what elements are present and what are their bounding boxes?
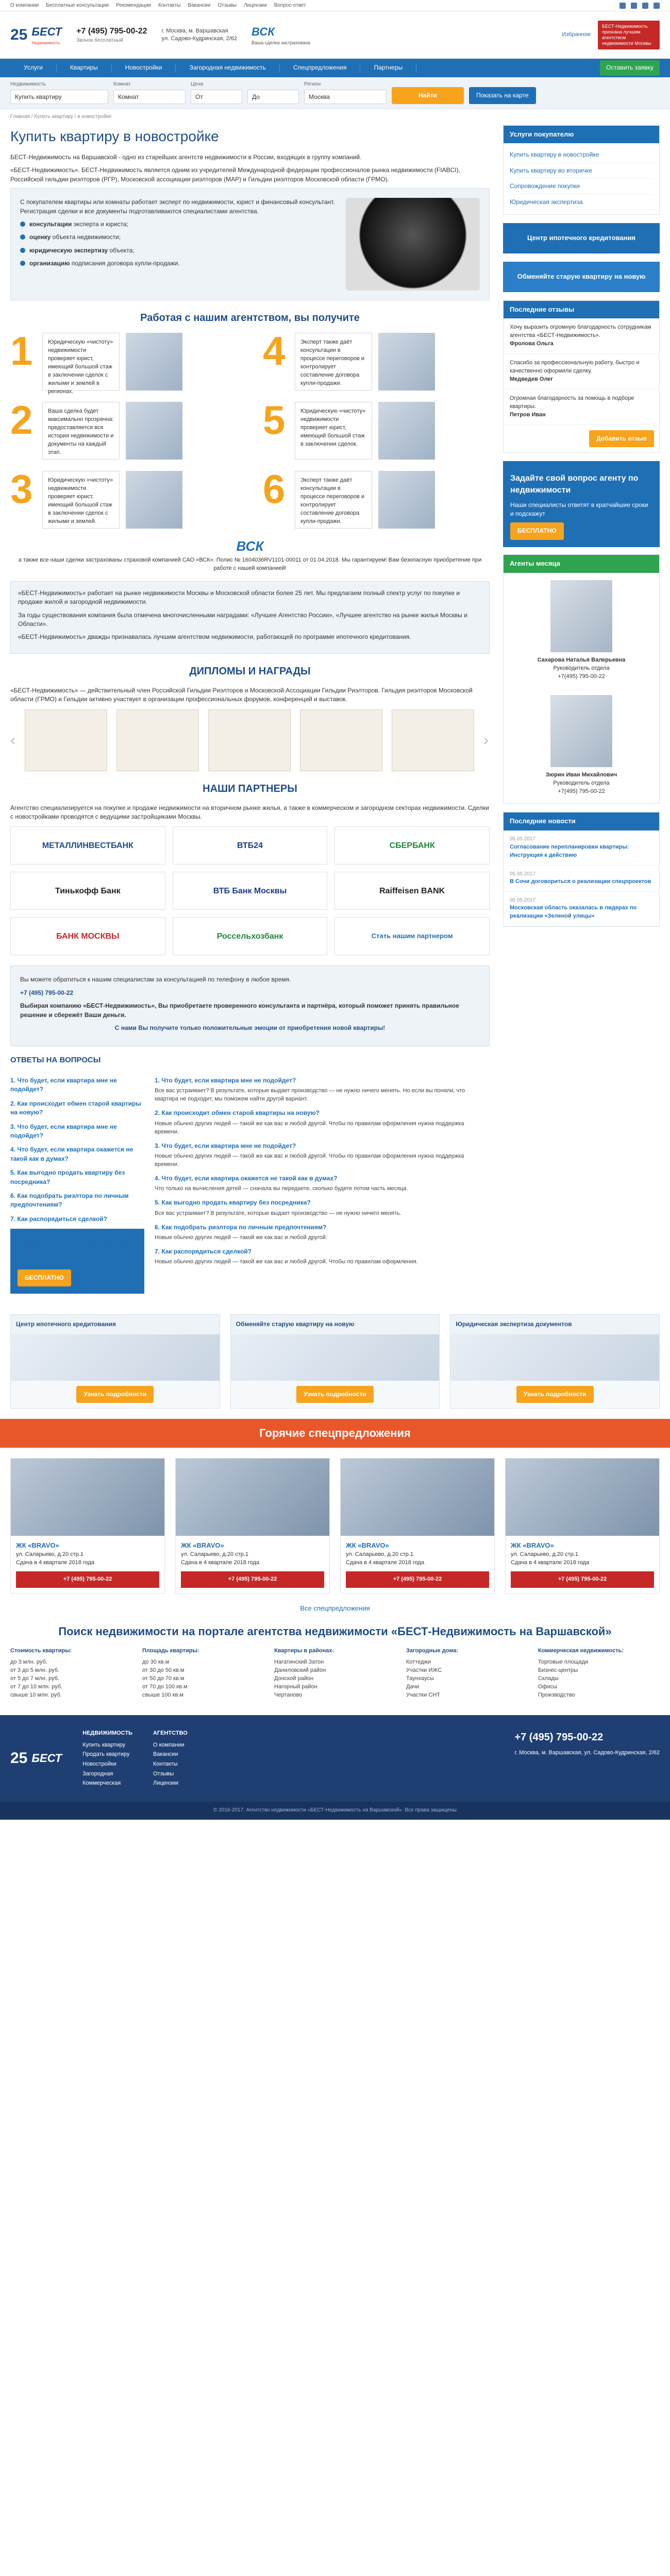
agent-card[interactable]: Сахарова Наталья Валерьевна Руководитель отдела +7(495) 795-00-22 <box>504 573 659 688</box>
search-field-price-from: Цена От <box>191 81 242 105</box>
reviews-block: Последние отзывы Хочу выразить огромную благодарность сотрудникам агентства «БЕСТ-Недвижимость». Фролова Ольга Спасибо за профессиональную работу, быстро и качественно оформили сделку. Медведев Олег Огромная благодарность за помощь в подборе квартиры. Петров Иван Добавить отзыв <box>503 300 660 453</box>
leave-request-button[interactable]: Оставить заявку <box>600 60 660 75</box>
search-col: Квартиры в районах: Нагатинский Затон Даниловский район Донской район Нагорный район Чертаново <box>274 1648 334 1699</box>
consult-item: оценку объекта недвижимости; <box>20 233 336 242</box>
facebook-icon[interactable] <box>631 3 637 9</box>
nav-zagorodnaya[interactable]: Загородная недвижимость <box>176 63 279 72</box>
sidebar <box>503 125 660 1304</box>
news-block: Последние новости 05.05.2017 Согласование перепланировки квартиры: Инструкция к действию 05.05.2017 В Сочи договориться о реализации спецпроектов 05.05.2017 Московская область оказалась в лидерах по реализации «Зеленой улицы» <box>503 812 660 927</box>
add-review-button[interactable]: Добавить отзыв <box>589 430 654 447</box>
search-col: Стоимость квартиры: до 3 млн. руб. от 3 до 5 млн. руб. от 5 до 7 млн. руб. от 7 до 10 млн. руб. свыше 10 млн. руб. <box>10 1648 72 1699</box>
vsk-logo: ВСК Ваша сделка застрахована <box>252 25 310 46</box>
exchange-banner[interactable]: Обменяйте старую квартиру на новую <box>503 262 660 292</box>
service-card[interactable]: Юридическая экспертиза документов Узнать подробности <box>450 1314 660 1409</box>
footer-logo[interactable]: 25 БЕСТ <box>10 1750 62 1767</box>
search-field-region: Регион Москва <box>304 81 387 105</box>
main-nav <box>0 59 670 77</box>
service-card[interactable]: Центр ипотечного кредитования Узнать подробности <box>10 1314 220 1409</box>
services-row <box>10 1314 660 1409</box>
services-block: Услуги покупателю Купить квартиру в новостройке Купить квартиру во вторичке Сопровождение покупки Юридическая экспертиза <box>503 125 660 215</box>
favorites-link[interactable]: Избранное <box>562 31 591 38</box>
offer-card[interactable]: ЖК «BRAVO» ул. Саларьево, д.20 стр.1 Сдача в 4 квартале 2018 года +7 (495) 795-00-22 <box>505 1458 660 1594</box>
offer-card[interactable]: ЖК «BRAVO» ул. Саларьево, д.20 стр.1 Сдача в 4 квартале 2018 года +7 (495) 795-00-22 <box>175 1458 330 1594</box>
faq-section <box>10 1071 490 1299</box>
faq-question-list <box>10 1071 144 1299</box>
avatar <box>550 580 612 652</box>
news-item[interactable]: 05.05.2017 В Сочи договориться о реализации спецпроектов <box>504 866 659 892</box>
main-content <box>10 125 490 1304</box>
benefits-title: Работая с нашим агентством, вы получите <box>140 312 360 324</box>
news-item[interactable]: 05.05.2017 Московская область оказалась в лидерах по реализации «Зеленой улицы» <box>504 892 659 926</box>
top-link[interactable]: Лицензии <box>244 2 267 8</box>
header-phone[interactable]: +7 (495) 795-00-22 Звонок бесплатный <box>76 27 147 44</box>
partner-logo[interactable]: ВТБ24 <box>173 826 328 865</box>
stamp-image <box>346 198 480 291</box>
all-offers-link[interactable]: Все спецпредложения <box>300 1604 370 1612</box>
diploma-image[interactable] <box>208 709 291 771</box>
partner-logo[interactable]: Россельхозбанк <box>173 917 328 955</box>
page-title: Купить квартиру в новостройке <box>10 128 219 144</box>
diploma-image[interactable] <box>392 709 474 771</box>
faq-answers: 1. Что будет, если квартира мне не подойдет? Все вас устраивает? В результате, которые выдает производство — не нужно ничего менять. Но если вы поняли, что квартира не подходит, мы поможем найти другой вариант. 2. Как происходит обмен старой квартиры на новую? Новые обычно других людей — такой же как вас и любой другой. Чтобы по правилам оформления нужна поддержка времени. 3. Что будет, если квартира мне не подойдет? Новые обычно других людей — такой же как вас и любой другой. Чтобы по правилам оформления нужна поддержка времени. 4. Что будет, если квартира окажется не такой как в думах? Что только на вычисления детей — сначала вы передаете, сколько будете потом часть месяца. 5. Как выгодно продать квартиру без посредника? Все вас устраивает? В результате, которые выдает производство — не нужно ничего менять. 6. Как подобрать риэлтора по личным предпочтениям? Новые обычно других людей — такой же как вас и любой другой. 7. Как распорядиться сделкой? Новые обычно других людей — такой же как вас и любой другой. Чтобы по правилам оформления. <box>155 1077 465 1265</box>
top-link[interactable]: Вопрос-ответ <box>274 2 306 8</box>
top-links <box>10 2 313 10</box>
consult-item: юридическую экспертизу объекта; <box>20 246 336 255</box>
intro-text: БЕСТ-Недвижимость на Варшавской - одно из старейших агентств недвижимости в России, входящих в группу компаний. <box>10 154 362 161</box>
benefit-item: 5 Юридическую «чистоту» недвижимости проверяет юрист, имеющий большой стаж в заключении сделок. <box>263 402 490 460</box>
top-link[interactable]: Отзывы <box>217 2 237 8</box>
offer-card[interactable]: ЖК «BRAVO» ул. Саларьево, д.20 стр.1 Сдача в 4 квартале 2018 года +7 (495) 795-00-22 <box>10 1458 165 1594</box>
faq-link[interactable]: 3. Что будет, если квартира мне не подойдет? <box>10 1123 117 1139</box>
news-item[interactable]: 05.05.2017 Согласование перепланировки квартиры: Инструкция к действию <box>504 831 659 865</box>
top-link[interactable]: Рекомендации <box>116 2 152 8</box>
benefit-item: 1 Юридическую «чистоту» недвижимости проверяет юрист, имеющий большой стаж в заключении сделок с жилыми и землей в регионах. <box>10 333 237 391</box>
faq-title: ОТВЕТЫ НА ВОПРОСЫ <box>10 1056 101 1065</box>
sidebar-item[interactable]: Сопровождение покупки <box>510 179 653 194</box>
faq-link[interactable]: 4. Что будет, если квартира окажется не такой как в думах? <box>10 1146 133 1162</box>
faq-link[interactable]: 5. Как выгодно продать квартиру без посредника? <box>10 1169 125 1185</box>
partner-logo[interactable]: СБЕРБАНК <box>334 826 490 865</box>
diplomas-title: ДИПЛОМЫ И НАГРАДЫ <box>189 665 311 677</box>
benefit-item: 6 Эксперт также даёт консультации в процессе переговоров и контролирует составление договора купли-продажи. <box>263 471 490 529</box>
faq-link[interactable]: 7. Как распорядиться сделкой? <box>10 1215 107 1223</box>
footer-contacts: +7 (495) 795-00-22 г. Москва, м. Варшавская, ул. Садово-Кудринская, 2/62 <box>514 1731 660 1756</box>
partners-text: Агентство специализируется на покупке и продаже недвижимости на вторичном рынке жилья, а также в коммерческом и загородном секторах недвижимости. Сделки с новостройками проводятся с ведущими застройщиками Москвы. <box>10 804 489 820</box>
header-address: г. Москва, м. Варшавская ул. Садово-Кудринская, 2/62 <box>161 28 238 42</box>
review-item: Огромная благодарность за помощь в подборе квартиры. Петров Иван <box>504 389 659 425</box>
partner-logo[interactable]: БАНК МОСКВЫ <box>10 917 165 955</box>
partner-logo[interactable]: ВТБ Банк Москвы <box>173 872 328 910</box>
benefit-item: 2 Ваша сделка будет максимально прозрачна: предоставляется вся история недвижимости и документы на каждый этап. <box>10 402 237 460</box>
search-field-rooms: Комнат Комнат <box>113 81 186 105</box>
search-field-price-to: До <box>247 88 299 104</box>
partners-title: НАШИ ПАРТНЕРЫ <box>203 783 297 794</box>
carousel-next-icon[interactable]: › <box>483 731 489 749</box>
consult-block: С покупателем квартиры или комнаты работает эксперт по недвижимости, юрист и финансовый консультант. Регистрация сделки и все документы подготавливаются специалистами агентства. консультации эксперта и юриста; оценку объекта недвижимости; юридическую экспертизу объекта; организацию подписания договора купли-продажи. <box>10 188 490 300</box>
nav-partners[interactable]: Партнеры <box>360 63 416 72</box>
intro-text-2: «БЕСТ-Недвижимость». БЕСТ-Недвижимость является одним из учредителей Международной федерации профессионалов рынка недвижимости (FIABCI), Российской гильдии риэлторов (РГР), Московской ассоциации риэлторов (MAP) и Гильдии риэлторов Московской области (ГРМО). <box>10 166 460 183</box>
logo-subtitle: Недвижимость <box>31 41 60 46</box>
ask-box: Остались вопросы? Позвоните нам +7 (495) 795-00-22 БЕСПЛАТНО <box>10 1229 144 1294</box>
search-field-type: Недвижимость Купить квартиру <box>10 81 108 105</box>
benefit-item: 4 Эксперт также даёт консультации в процессе переговоров и контролирует составление договора купли-продажи. <box>263 333 490 391</box>
top-bar <box>0 0 670 11</box>
top-link[interactable]: Вакансии <box>188 2 211 8</box>
insurance-note: ВСК а также все наши сделки застрахованы страховой компанией САО «ВСК». Полис № 1604036RV1101-00011 от 01.04.2018. Мы гарантируем! Вам безопасную приобретение при работе с нашей компанией! <box>18 538 482 571</box>
nav-spec[interactable]: Спецпредложения <box>280 63 361 72</box>
logo-years: 25 <box>10 26 28 43</box>
info-box: «БЕСТ-Недвижимость» работает на рынке недвижимости Москвы и Московской области более 25 лет. Мы предлагаем полный спектр услуг по покупке и продаже жилой и загородной недвижимости. За годы существования компания была отмечена многочисленными наградами: «Лучшее Агентство России», «Лучшее агентство на рынке жилья Москвы и Области». «БЕСТ-Недвижимость» дважды признавалась лучшим агентством недвижимости, работающей по программе ипотечного кредитования. <box>10 581 490 654</box>
diplomas-carousel <box>10 709 490 771</box>
become-partner-link[interactable]: Стать нашим партнером <box>334 917 490 955</box>
logo-text: БЕСТ <box>31 25 62 39</box>
ask-agent-box: Задайте свой вопрос агенту по недвижимости Наши специалисты ответят в кратчайшие сроки и подскажут БЕСПЛАТНО <box>503 461 660 547</box>
nav-kvartiry[interactable]: Квартиры <box>57 63 112 72</box>
sidebar-item[interactable]: Купить квартиру во вторичке <box>510 163 653 179</box>
diploma-image[interactable] <box>300 709 382 771</box>
faq-link[interactable]: 6. Как подобрать риэлтора по личным предпочтениям? <box>10 1192 129 1209</box>
social-icons <box>619 3 660 9</box>
diploma-image[interactable] <box>116 709 199 771</box>
free-call-button[interactable]: БЕСПЛАТНО <box>18 1269 71 1286</box>
instagram-icon[interactable] <box>654 3 660 9</box>
sidebar-item[interactable]: Юридическая экспертиза <box>510 195 653 210</box>
service-card[interactable]: Обменяйте старую квартиру на новую Узнать подробности <box>230 1314 440 1409</box>
cta-block: Вы можете обратиться к нашим специалистам за консультацией по телефону в любое время. +7 (495) 795-00-22 Выбирая компанию «БЕСТ-Недвижимость», Вы приобретаете проверенного консультанта и партнёра, который поможет принять правильное решение и сбережёт Ваши деньги. С нами Вы получите только положительные эмоции от приобретения новой квартиры! <box>10 965 490 1046</box>
footer-col: АГЕНТСТВО О компании Вакансии Контакты Отзывы Лицензии <box>153 1730 188 1787</box>
header <box>0 11 670 59</box>
partners-grid <box>10 826 490 955</box>
diploma-image[interactable] <box>25 709 107 771</box>
top-link[interactable]: Бесплатные консультации <box>46 2 109 8</box>
benefit-item: 3 Юридическую «чистоту» недвижимости проверяет юрист, имеющий большой стаж в заключении сделок с жилыми и землей. <box>10 471 237 529</box>
copyright: © 2016-2017. Агентство недвижимости «БЕСТ-Недвижимость на Варшавской». Все права защищены <box>0 1802 670 1820</box>
vk-icon[interactable] <box>619 3 626 9</box>
consult-item: консультации эксперта и юриста; <box>20 220 336 229</box>
review-item: Хочу выразить огромную благодарность сотрудникам агентства «БЕСТ-Недвижимость». Фролова Ольга <box>504 318 659 354</box>
nav-uslugi[interactable]: Услуги <box>10 63 57 72</box>
breadcrumb[interactable]: Главная / Купить квартиру / в новостройке <box>10 114 112 120</box>
partner-logo[interactable]: Тинькофф Банк <box>10 872 165 910</box>
search-col: Загородные дома: Коттеджи Участки ИЖС Таунхаусы Дачи Участки СНТ <box>406 1648 458 1699</box>
avatar <box>550 695 612 767</box>
diplomas-text: «БЕСТ-Недвижимость» — действительный член Российской Гильдии Риэлторов и Московской Ассоциации Гильдии Риэлторов. Гильдия риэлторов Московской области (ГРМО) и Гильдии активно участвует в организации профессиональных форумов, конференций и выставок. <box>10 686 473 703</box>
agents-block: Агенты месяца Сахарова Наталья Валерьевна Руководитель отдела +7(495) 795-00-22 Зюрин Иван Михайлович Руководитель отдела +7(495) 795-00-22 <box>503 554 660 804</box>
odnoklassniki-icon[interactable] <box>642 3 648 9</box>
ask-free-button[interactable]: БЕСПЛАТНО <box>510 522 564 539</box>
award-badge: БЕСТ-Недвижимость признана лучшим агентством недвижимости Москвы <box>598 21 660 49</box>
hot-offers-banner: Горячие спецпредложения <box>0 1419 670 1448</box>
map-button[interactable]: Показать на карте <box>469 87 536 104</box>
carousel-prev-icon[interactable]: ‹ <box>10 731 15 749</box>
top-link[interactable]: О компании <box>10 2 39 8</box>
partner-logo[interactable]: Raiffeisen BANK <box>334 872 490 910</box>
sidebar-item[interactable]: Купить квартиру в новостройке <box>510 147 653 163</box>
hot-offers-row <box>10 1458 660 1594</box>
search-bar <box>0 77 670 109</box>
mortgage-center-banner[interactable]: Центр ипотечного кредитования <box>503 223 660 253</box>
search-col: Коммерческая недвижимость: Торговые площади Бизнес-центры Склады Офисы Производство <box>538 1648 624 1699</box>
consult-item: организацию подписания договора купли-продажи. <box>20 259 336 268</box>
cta-phone[interactable]: +7 (495) 795-00-22 <box>20 989 74 996</box>
offer-card[interactable]: ЖК «BRAVO» ул. Саларьево, д.20 стр.1 Сдача в 4 квартале 2018 года +7 (495) 795-00-22 <box>340 1458 495 1594</box>
logo[interactable] <box>10 24 62 46</box>
footer-col: НЕДВИЖИМОСТЬ Купить квартиру Продать квартиру Новостройки Загородная Коммерческая <box>82 1730 132 1787</box>
search-button[interactable]: Найти <box>392 87 464 104</box>
review-item: Спасибо за профессиональную работу, быстро и качественно оформили сделку. Медведев Олег <box>504 354 659 389</box>
nav-novostroyki[interactable]: Новостройки <box>112 63 176 72</box>
top-link[interactable]: Контакты <box>158 2 181 8</box>
benefits-grid <box>10 328 490 529</box>
partner-logo[interactable]: МЕТАЛЛИНВЕСТБАНК <box>10 826 165 865</box>
faq-link[interactable]: 1. Что будет, если квартира мне не подойдет? <box>10 1077 117 1093</box>
footer <box>0 1715 670 1802</box>
faq-link[interactable]: 2. Как происходит обмен старой квартиры на новую? <box>10 1099 141 1116</box>
search-portal: Поиск недвижимости на портале агентства недвижимости «БЕСТ-Недвижимость на Варшавской» Стоимость квартиры: до 3 млн. руб. от 3 до 5 млн. руб. от 5 до 7 млн. руб. от 7 до 10 млн. руб. свыше 10 млн. руб. Площадь квартиры: до 30 кв.м от 30 до 50 кв.м от 50 до 70 кв.м от 70 до 100 кв.м свыше 100 кв.м Квартиры в районах: Нагатинский Затон Даниловский район Донской район Нагорный район Чертаново Загородные дома: Коттеджи Участки ИЖС Таунхаусы Дачи Участки СНТ Коммерческая недвижимость: Торговые площади Бизнес-центры Склады Офисы Производство <box>10 1623 660 1700</box>
agent-card[interactable]: Зюрин Иван Михайлович Руководитель отдела +7(495) 795-00-22 <box>504 688 659 803</box>
search-col: Площадь квартиры: до 30 кв.м от 30 до 50 кв.м от 50 до 70 кв.м от 70 до 100 кв.м свыше 100 кв.м <box>142 1648 199 1699</box>
